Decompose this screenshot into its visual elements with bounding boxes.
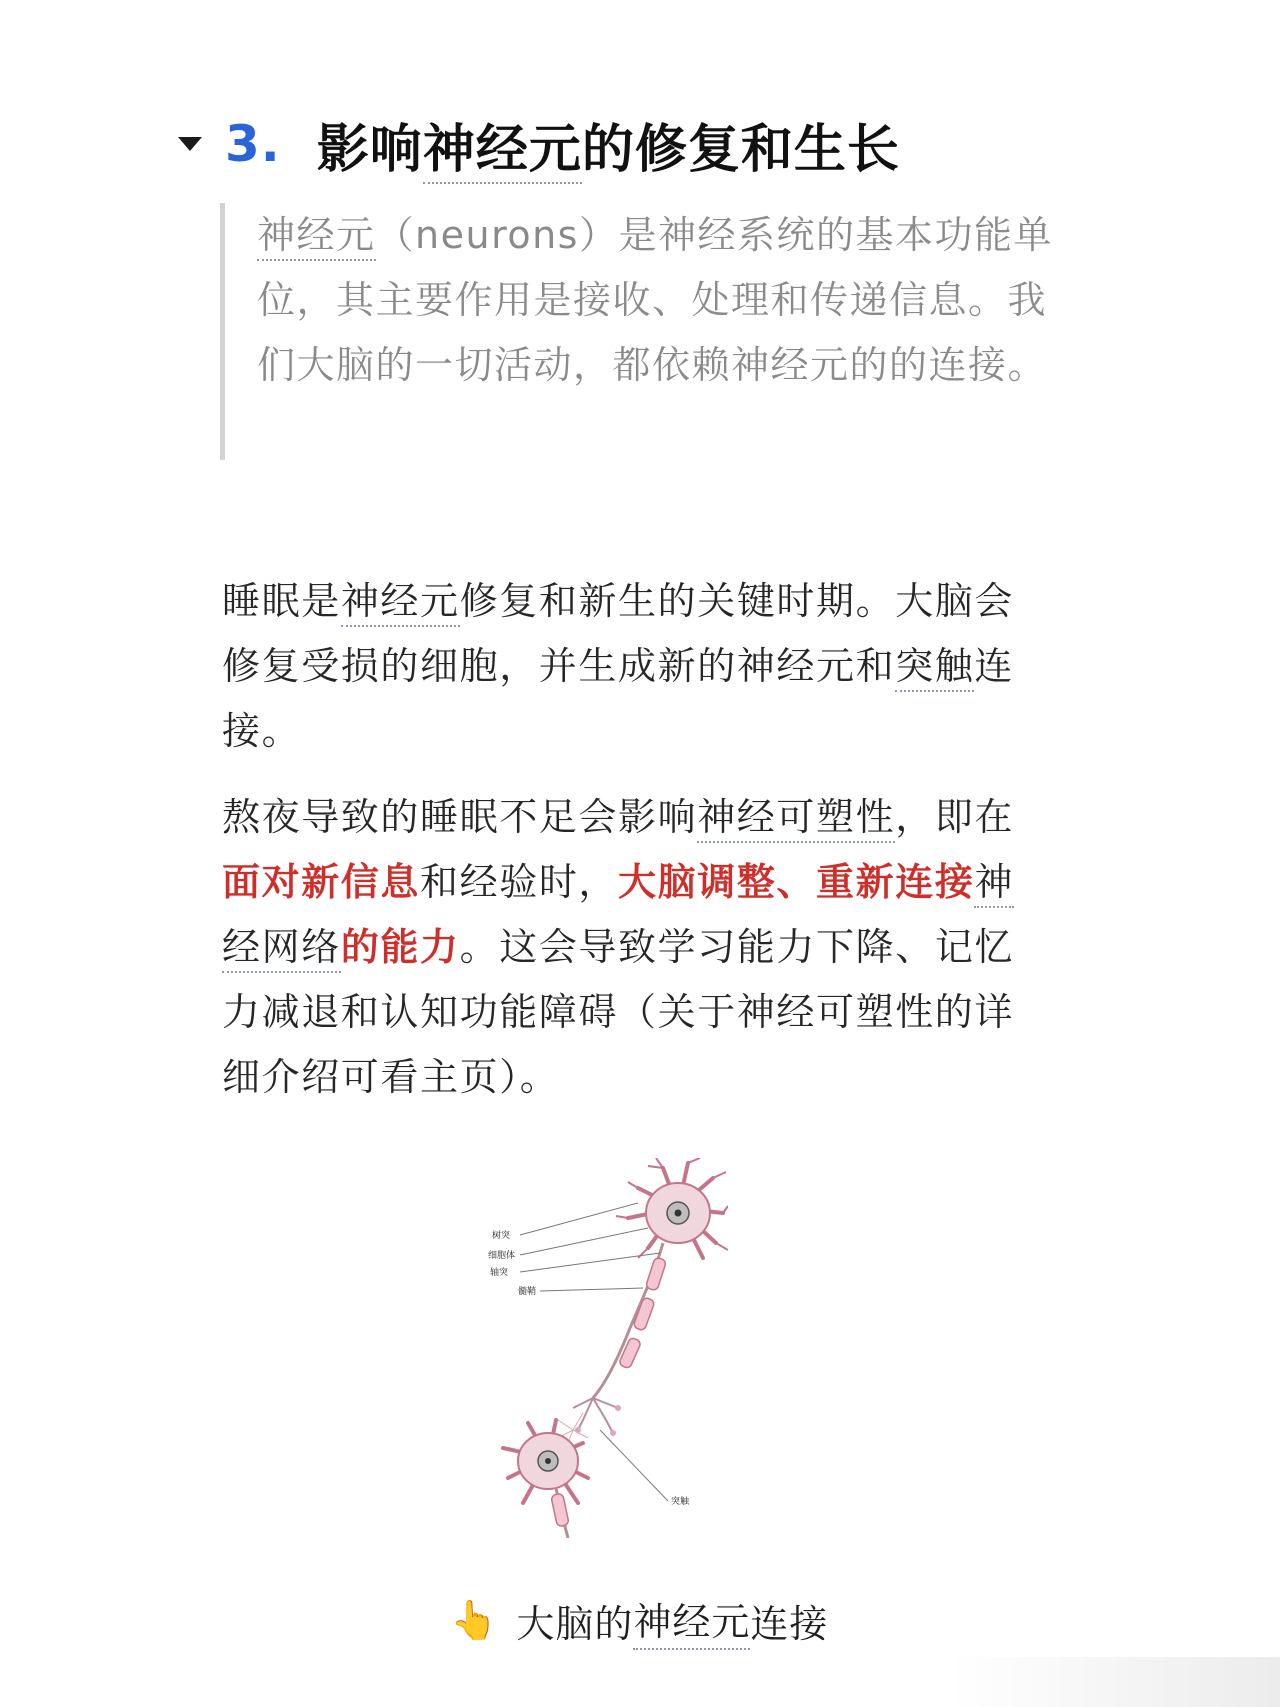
term-link-neuron[interactable]: 神经元	[341, 579, 460, 627]
label-myelin: 髓鞘	[518, 1287, 537, 1297]
section-number: 3.	[225, 115, 281, 173]
text-span: 和经验时，	[420, 860, 619, 904]
label-dendrite: 树突	[492, 1231, 511, 1241]
label-axon: 轴突	[490, 1268, 509, 1278]
lower-neuron	[503, 1420, 588, 1538]
upper-neuron	[616, 1158, 728, 1258]
highlight-ability: 的能力	[340, 925, 460, 969]
quote-term-link[interactable]: 神经元	[257, 213, 376, 261]
text-span: 。这会导致学习能力下降、记忆力减退和认知功能障碍（关于神经可塑性的详细介绍可看主页）。	[222, 925, 1015, 1099]
pointing-up-hand-icon: 👆	[450, 1597, 499, 1642]
figure-caption	[450, 1590, 828, 1650]
text-span: ，即在	[895, 795, 1015, 839]
title-suffix: 的修复和生长	[581, 119, 900, 180]
title-term-link[interactable]: 神经元	[423, 120, 582, 184]
title-prefix: 影响	[316, 119, 423, 180]
term-link-synapse[interactable]: 突触	[895, 644, 974, 692]
quote-text	[257, 203, 1060, 398]
label-synapse: 突触	[671, 1497, 690, 1507]
caption-suffix: 连接	[750, 1601, 829, 1646]
bottom-scroll-shadow	[950, 1657, 1280, 1707]
highlight-rewire: 大脑调整、重新连接	[618, 860, 975, 904]
text-span: 连接。	[222, 644, 1015, 753]
caption-term-link[interactable]: 神经元	[633, 1591, 750, 1650]
highlight-new-info: 面对新信息	[222, 860, 421, 904]
blockquote	[220, 203, 1060, 460]
axon	[573, 1243, 667, 1436]
caption-prefix: 大脑的	[516, 1601, 634, 1646]
neuron-diagram	[488, 1158, 728, 1538]
text-span: 睡眠是	[222, 579, 341, 623]
section-title	[317, 107, 900, 182]
collapse-triangle-icon[interactable]	[178, 137, 202, 151]
term-link-plasticity[interactable]: 神经可塑性	[697, 795, 895, 843]
text-span: 熬夜导致的睡眠不足会影响	[222, 795, 698, 839]
quote-body: （neurons）是神经系统的基本功能单位，其主要作用是接收、处理和传递信息。我们大脑的一切活动，都依赖神经元的的连接。	[257, 213, 1053, 387]
term-link-neural-network[interactable]: 神经网络	[222, 860, 1014, 973]
label-cell-body: 细胞体	[488, 1251, 516, 1261]
text-span: 修复和新生的关键时期。大脑会修复受损的细胞，并生成新的神经元和	[222, 579, 1015, 688]
paragraph-sleep-repair	[222, 569, 1042, 764]
paragraph-plasticity	[222, 785, 1042, 1110]
section-heading	[178, 108, 900, 180]
